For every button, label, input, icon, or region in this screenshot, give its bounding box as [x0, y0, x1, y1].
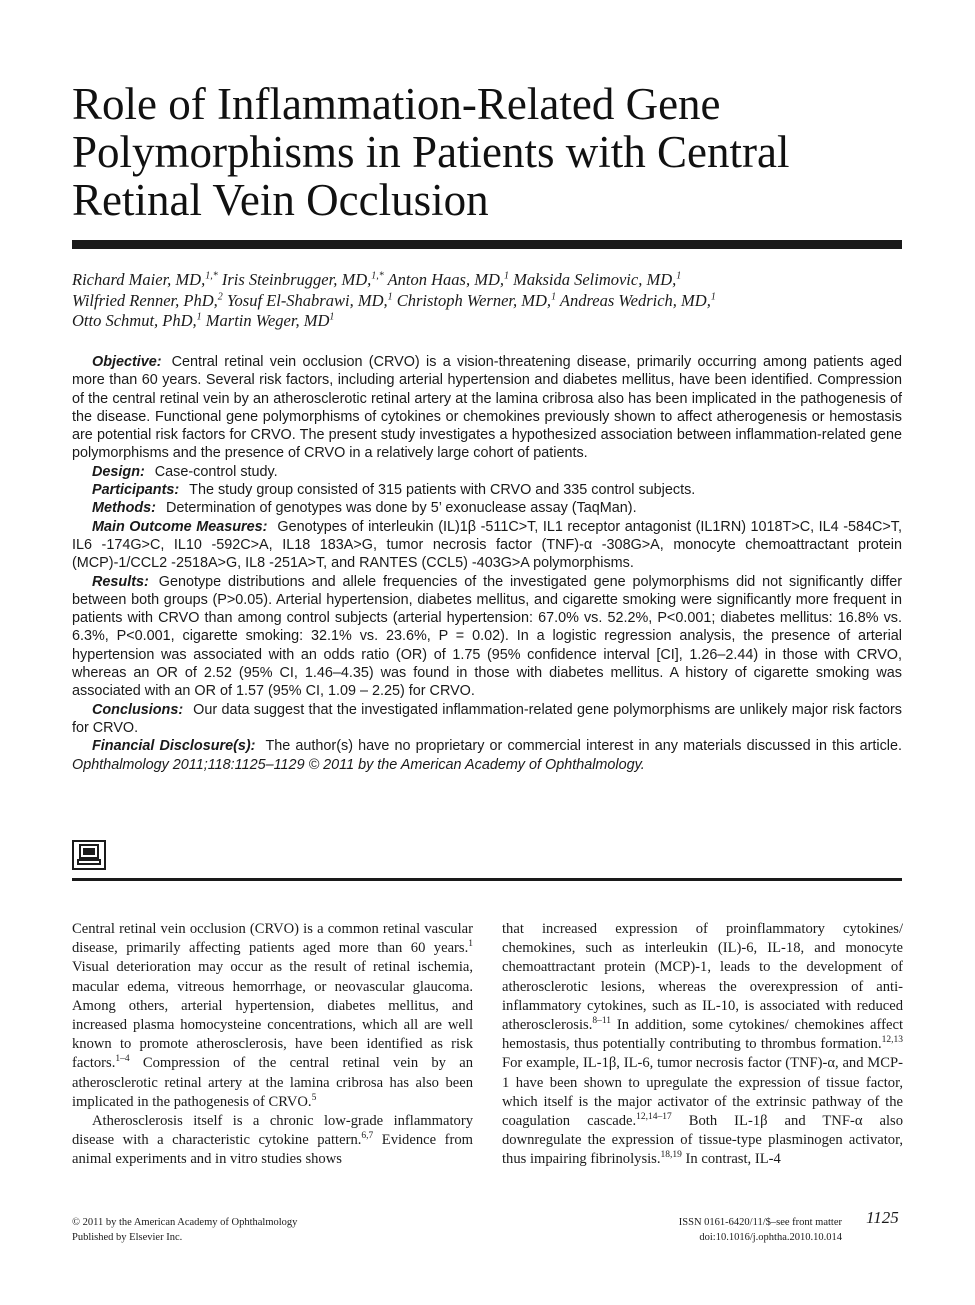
author-list: [72, 270, 902, 332]
author: Wilfried Renner, PhD,$^2$: [72, 290, 223, 310]
author: Otto Schmut, PhD,$^1$: [72, 311, 202, 330]
author: Christoph Werner, MD,$^1$: [396, 290, 557, 310]
reference-superscript: 5: [311, 1092, 317, 1103]
author: Richard Maier, MD,$^{1,*}$: [72, 270, 218, 289]
author: Andreas Wedrich, MD,$^1$: [559, 290, 716, 310]
footer-issn: ISSN 0161-6420/11/$–see front matter doi:10.1016/j.ophtha.2010.10.014: [678, 1217, 842, 1243]
abstract: [72, 353, 902, 774]
abstract-participants: Participants: The study group consisted of 315 patients with CRVO and 335 control subjects.: [92, 482, 696, 499]
author: Iris Steinbrugger, MD,$^{1,*}$: [221, 270, 384, 289]
body-paragraph: that increased expression of proinflammatory cytokines/ chemokines, such as interleukin (IL)-6, IL-18, and monocyte chemoattractant protein (MCP)-1, leads to the development of atherosclerotic lesions, whereas the overexpression of anti-inflammatory cytokines, such as IL-10, is associated with reduced atherosclerosis.$^{8-11}$ In addition, some cytokines/ chemokines affect hemostasis, thus potentially contributing to thrombus formation.$^{12,13}$ For example, IL-1β, IL-6, tumor necrosis factor (TNF)-α, and MCP-1 have been shown to upregulate the expression of tissue factor, which itself is the major activator of the extrinsic pathway of the coagulation cascade.$^{12,14-17}$ Both IL-1β and TNF-α also downregulate the expression of tissue-type plasminogen activator, thus impairing fibrinolysis.$^{18,19}$ In contrast, IL-4: [502, 921, 903, 1168]
reference-superscript: 1–4: [115, 1054, 130, 1065]
author: Maksida Selimovic, MD,$^1$: [513, 270, 682, 289]
journal-citation: Ophthalmology 2011;118:1125–1129 © 2011 by the American Academy of Ophthalmology.: [72, 756, 645, 773]
abstract-financial-disclosure: Financial Disclosure(s): The author(s) have no proprietary or commercial interest in any materials discussed in this article. Ophthalmology 2011;118:1125–1129 © 2011 by the American Academy of Ophthalmology.: [72, 738, 903, 773]
abstract-methods: Methods: Determination of genotypes was done by 5’ exonuclease assay (TaqMan).: [92, 500, 637, 517]
author: Martin Weger, $MD^1$: [205, 311, 335, 330]
reference-superscript: 8–11: [592, 1016, 612, 1027]
computer-icon: [72, 840, 106, 870]
body-column-left: [72, 920, 473, 1170]
abstract-results: Results: Genotype distributions and allele frequencies of the investigated gene polymorphisms did not significantly differ between both groups (P>0.05). Arterial hypertension, diabetes mellitus, and cigarette smoking were significantly more frequent in patients with CRVO than among control subjects (arterial hypertension: 67.0% vs. 52.2%, P<0.001; diabetes mellitus: 16.8% vs. 6.3%, P<0.001, cigarette smoking: 32.1% vs. 23.6%, P = 0.02). In a logistic regression analysis, the presence of arterial hypertension was associated with an odds ratio (OR) of 1.75 (95% confidence interval [CI], 1.26–2.44) in those with CRVO, whereas an OR of 2.52 (95% CI, 1.46–4.35) was found in those with diabetes mellitus. A history of cigarette smoking was associated with an OR of 1.57 (95% CI, 1.09 – 2.25) for CRVO.: [72, 573, 902, 700]
abstract-rule: [72, 878, 902, 881]
page-number: 1125: [866, 1208, 899, 1227]
body-paragraph: Central retinal vein occlusion (CRVO) is a common retinal vascular disease, primarily affecting patients aged more than 60 years.$^1$ Visual deterioration may occur as the result of retinal ischemia, macular edema, vitreous hemorrhage, or neovascular glaucoma. Among others, arterial hypertension, diabetes mellitus, and increased plasma homocysteine concentrations, which all are well known to promote atherosclerosis, have been identified as risk factors.$^{1-4}$ Compression of the central retinal vein by an atherosclerotic retinal artery at the lamina cribrosa has also been implicated in the pathogenesis of CRVO.$^5$: [72, 921, 473, 1110]
author: Yosuf El-Shabrawi, MD,$^1$: [226, 290, 393, 310]
abstract-outcome-measures: Main Outcome Measures: Genotypes of interleukin (IL)1β -511C>T, IL1 receptor antagonist (IL1RN) 1018T>C, IL4 -584C>T, IL6 -174G>C, IL10 -592C>A, IL18 183A>G, tumor necrosis factor (TNF)-α -308G>A, monocyte chemoattractant protein (MCP)-1/CCL2 -2518A>G, IL8 -251A>T, and RANTES (CCL5) -403G>A polymorphisms.: [72, 518, 902, 572]
reference-superscript: 18,19: [660, 1150, 682, 1161]
article-title: Role of Inflammation-Related Gene Polymorphisms in Patients with Central Retinal Vein Occlusion: [72, 79, 790, 225]
author: Anton Haas, MD,$^1$: [387, 270, 509, 289]
body-paragraph: Atherosclerosis itself is a chronic low-grade inflammatory disease with a characteristic cytokine pattern.$^{6,7}$ Evidence from animal experiments and in vitro studies shows: [72, 1113, 473, 1168]
reference-superscript: 12,14–17: [636, 1112, 672, 1123]
body-column-right: [502, 920, 903, 1170]
abstract-objective: Objective: Central retinal vein occlusion (CRVO) is a vision-threatening disease, primarily occurring among patients aged more than 60 years. Several risk factors, including arterial hypertension and diabetes mellitus, have been identified. Compression of the central retinal vein by an atherosclerotic retinal artery at the lamina cribrosa also has been implicated in the pathogenesis of the disease. Functional gene polymorphisms of cytokines or chemokines previously shown to affect atherogenesis or hemostasis are potential risk factors for CRVO. The present study investigates a hypothesized association between inflammation-related gene polymorphisms and the presence of CRVO in a relatively large cohort of patients.: [72, 354, 902, 462]
abstract-design: Design: Case-control study.: [92, 463, 278, 480]
abstract-conclusions: Conclusions: Our data suggest that the investigated inflammation-related gene polymorphisms are unlikely major risk factors for CRVO.: [72, 701, 902, 736]
footer-copyright: © 2011 by the American Academy of Ophthalmology Published by Elsevier Inc.: [72, 1217, 298, 1243]
reference-superscript: 12,13: [881, 1035, 903, 1046]
title-rule: [72, 240, 902, 249]
reference-superscript: 6,7: [361, 1131, 374, 1142]
reference-superscript: 1: [468, 939, 473, 950]
